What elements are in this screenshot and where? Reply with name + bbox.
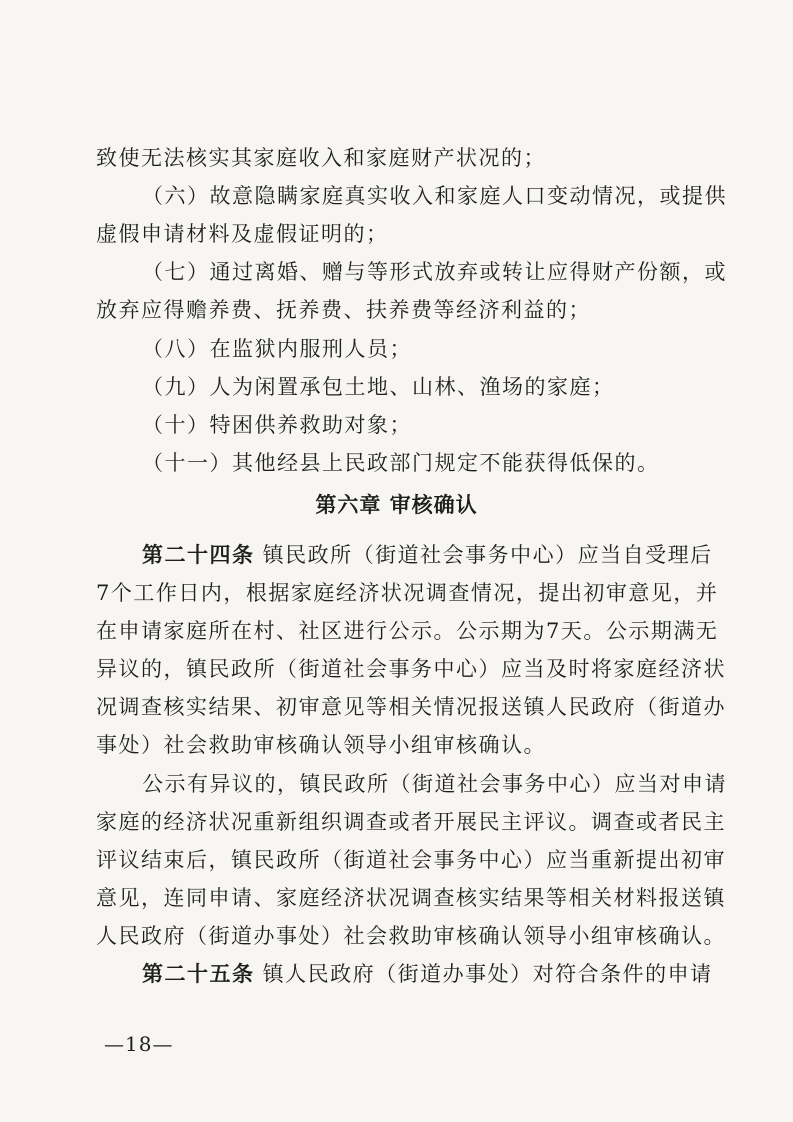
article-24-first-line: [142, 540, 713, 570]
chapter-heading: 第六章 审核确认: [315, 493, 478, 517]
text-line: 意见，连同申请、家庭经济状况调查核实结果等相关材料报送镇: [96, 886, 726, 910]
text-line: 在申请家庭所在村、社区进行公示。公示期为7天。公示期满无: [96, 619, 719, 643]
text-line: 7个工作日内，根据家庭经济状况调查情况，提出初审意见，并: [96, 581, 719, 605]
article-24-text: 镇民政所（街道社会事务中心）应当自受理后: [254, 543, 713, 567]
text-line: （十）特困供养救助对象；: [142, 413, 412, 437]
page-number: —18—: [104, 1032, 174, 1056]
text-line: 事处）社会救助审核确认领导小组审核确认。: [96, 733, 546, 757]
article-25-text: 镇人民政府（街道办事处）对符合条件的申请: [254, 962, 713, 986]
text-line: 虚假申请材料及虚假证明的；: [96, 222, 389, 246]
text-line: （八）在监狱内服刑人员；: [142, 337, 412, 361]
text-line: 评议结束后，镇民政所（街道社会事务中心）应当重新提出初审: [96, 848, 726, 872]
text-line: 况调查核实结果、初审意见等相关情况报送镇人民政府（街道办: [96, 695, 726, 719]
article-24-label: 第二十四条: [142, 542, 255, 567]
text-line: 异议的，镇民政所（街道社会事务中心）应当及时将家庭经济状: [96, 657, 726, 681]
text-line: （六）故意隐瞒家庭真实收入和家庭人口变动情况，或提供: [142, 184, 727, 208]
text-line: 人民政府（街道办事处）社会救助审核确认领导小组审核确认。: [96, 924, 726, 948]
text-line: 公示有异议的，镇民政所（街道社会事务中心）应当对申请: [142, 772, 727, 796]
text-line: 致使无法核实其家庭收入和家庭财产状况的；: [96, 146, 546, 170]
text-line: （十一）其他经县上民政部门规定不能获得低保的。: [142, 451, 660, 475]
article-25-label: 第二十五条: [142, 961, 255, 986]
text-line: （七）通过离婚、赠与等形式放弃或转让应得财产份额，或: [142, 260, 727, 284]
text-line: 家庭的经济状况重新组织调查或者开展民主评议。调查或者民主: [96, 810, 726, 834]
text-line: （九）人为闲置承包土地、山林、渔场的家庭；: [142, 375, 615, 399]
text-line: 放弃应得赡养费、抚养费、扶养费等经济利益的；: [96, 298, 591, 322]
article-25-first-line: [142, 959, 713, 989]
